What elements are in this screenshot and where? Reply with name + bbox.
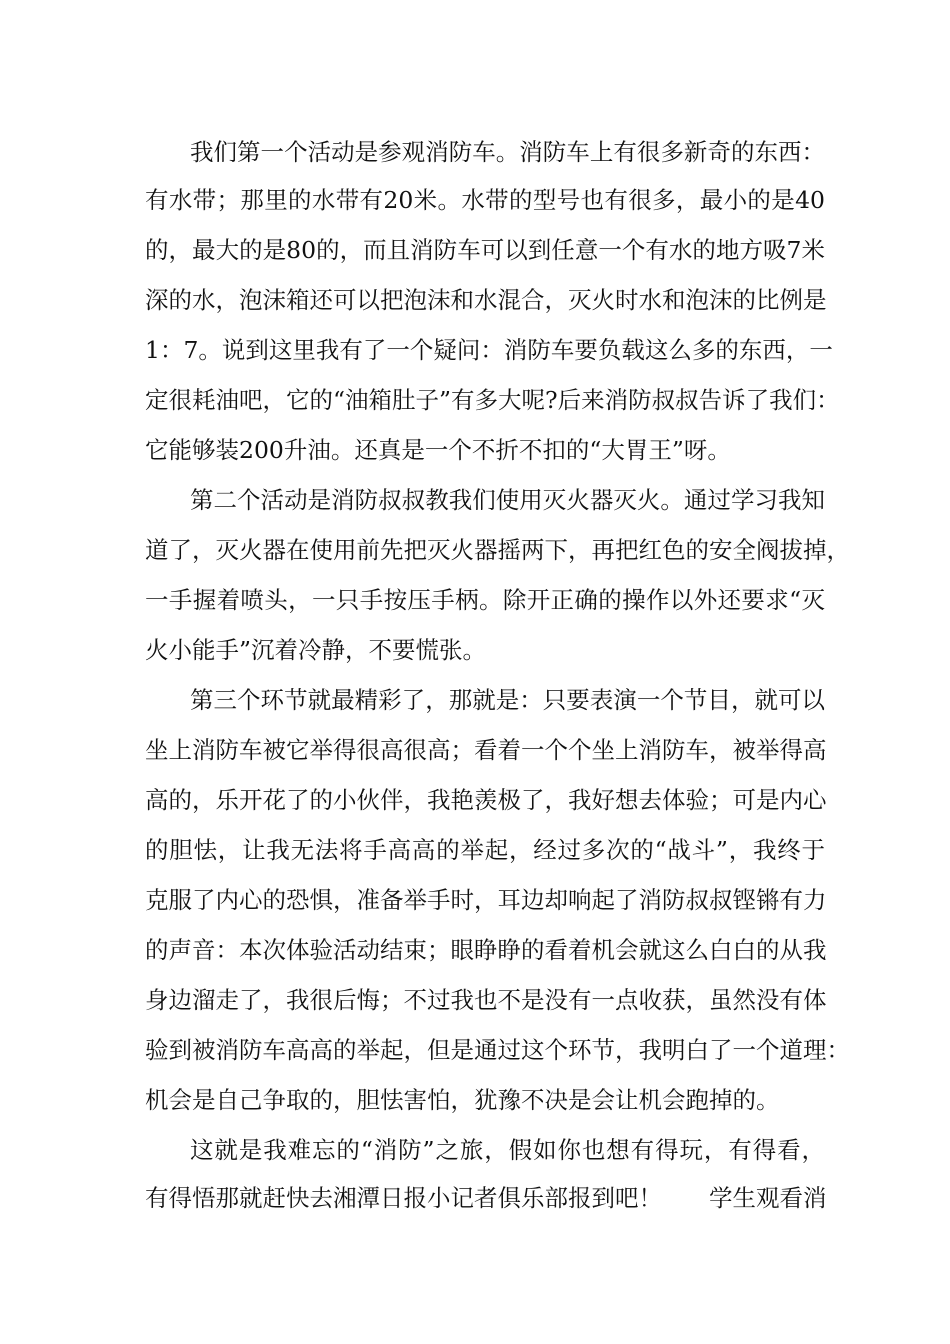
paragraph-2-line-1: 第二个活动是消防叔叔教我们使用灭火器灭火。通过学习我知 xyxy=(190,486,825,514)
paragraph-3-line-5: 克服了内心的恐惧，准备举手时，耳边却响起了消防叔叔铿锵有力 xyxy=(145,886,827,914)
paragraph-1-line-6: 定很耗油吧，它的“油箱肚子”有多大呢?后来消防叔叔告诉了我们： xyxy=(145,386,840,414)
paragraph-1-line-7: 它能够装200升油。还真是一个不折不扣的“大胃王”呀。 xyxy=(145,436,731,464)
paragraph-3-line-6: 的声音：本次体验活动结束；眼睁睁的看着机会就这么白白的从我 xyxy=(145,936,827,964)
paragraph-3-line-7: 身边溜走了，我很后悔；不过我也不是没有一点收获，虽然没有体 xyxy=(145,986,827,1014)
paragraph-2-line-4: 火小能手”沉着冷静，不要慌张。 xyxy=(145,636,487,664)
paragraph-3-line-3: 高的，乐开花了的小伙伴，我艳羡极了，我好想去体验；可是内心 xyxy=(145,786,827,814)
paragraph-1-line-1: 我们第一个活动是参观消防车。消防车上有很多新奇的东西： xyxy=(190,138,825,166)
paragraph-1-line-2: 有水带；那里的水带有20米。水带的型号也有很多，最小的是40 xyxy=(145,186,825,214)
paragraph-3-line-1: 第三个环节就最精彩了，那就是：只要表演一个节目，就可以 xyxy=(190,686,825,714)
paragraph-2-line-3: 一手握着喷头，一只手按压手柄。除开正确的操作以外还要求“灭 xyxy=(145,586,825,614)
paragraph-3-line-9: 机会是自己争取的，胆怯害怕，犹豫不决是会让机会跑掉的。 xyxy=(145,1086,780,1114)
paragraph-2-line-2: 道了，灭火器在使用前先把灭火器摇两下，再把红色的安全阀拔掉， xyxy=(145,536,850,564)
paragraph-4-line-2: 有得悟那就赶快去湘潭日报小记者俱乐部报到吧！ 学生观看消 xyxy=(145,1184,827,1212)
paragraph-3-line-4: 的胆怯，让我无法将手高高的举起，经过多次的“战斗”，我终于 xyxy=(145,836,825,864)
paragraph-3-line-8: 验到被消防车高高的举起，但是通过这个环节，我明白了一个道理： xyxy=(145,1036,850,1064)
paragraph-4-line-1: 这就是我难忘的“消防”之旅，假如你也想有得玩，有得看， xyxy=(190,1136,825,1164)
paragraph-1-line-4: 深的水，泡沫箱还可以把泡沫和水混合，灭火时水和泡沫的比例是 xyxy=(145,286,827,314)
paragraph-3-line-2: 坐上消防车被它举得很高很高；看着一个个坐上消防车，被举得高 xyxy=(145,736,827,764)
paragraph-1-line-3: 的，最大的是80的，而且消防车可以到任意一个有水的地方吸7米 xyxy=(145,236,825,264)
paragraph-1-line-5: 1：7。说到这里我有了一个疑问：消防车要负载这么多的东西，一 xyxy=(145,336,833,364)
